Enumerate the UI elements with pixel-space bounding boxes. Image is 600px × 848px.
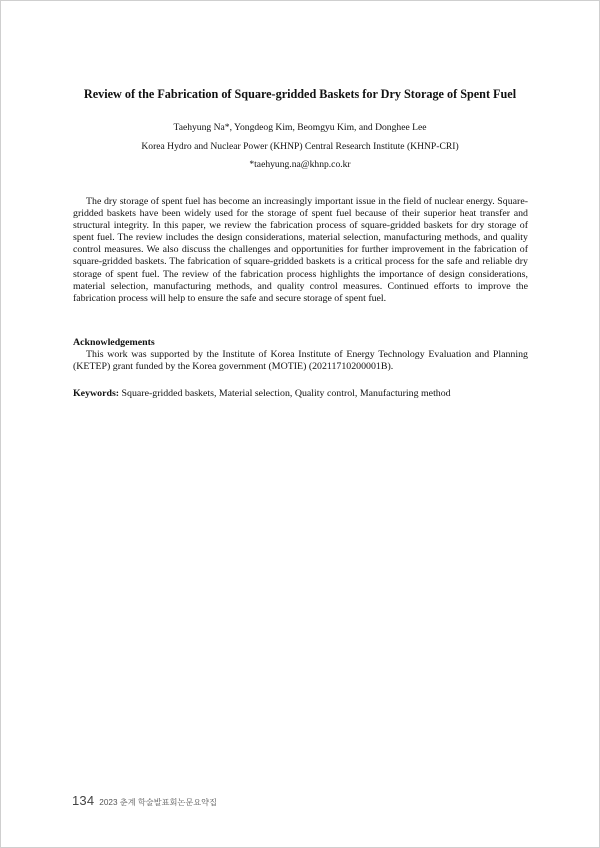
affiliation: Korea Hydro and Nuclear Power (KHNP) Central Research Institute (KHNP-CRI) bbox=[141, 141, 459, 152]
acknowledgements-body: This work was supported by the Institute of Korea Institute of Energy Technology Evaluation and Planning (KETEP) grant funded by the Korea government (MOTIE) (20211710200001B). bbox=[73, 349, 528, 373]
keywords-text: Square-gridded baskets, Material selection, Quality control, Manufacturing method bbox=[121, 388, 451, 399]
page-number: 134 bbox=[72, 793, 95, 808]
keywords-line bbox=[73, 388, 528, 400]
corresponding-email[interactable]: *taehyung.na@khnp.co.kr bbox=[249, 159, 351, 170]
acknowledgements-heading: Acknowledgements bbox=[73, 337, 155, 348]
abstract-paragraph: The dry storage of spent fuel has become an increasingly important issue in the field of nuclear energy. Square-gridded baskets have been widely used for the storage of spent fuel because of their superior heat transfer and structural integrity. In this paper, we review the fabrication process of square-gridded baskets for dry storage of spent fuel. The review includes the design considerations, material selection, manufacturing methods, and quality control measures. We also discuss the challenges and opportunities for further improvement in the fabrication of square-gridded baskets. The fabrication of square-gridded baskets is a critical process for the safe and reliable dry storage of spent fuel. The review of the fabrication process highlights the importance of design considerations, material selection, manufacturing methods, and quality control measures. Continued efforts to improve the fabrication process will help to ensure the safe and secure storage of spent fuel. bbox=[73, 196, 528, 304]
paper-title: Review of the Fabrication of Square-gridded Baskets for Dry Storage of Spent Fuel bbox=[83, 87, 517, 101]
keywords-label: Keywords: bbox=[73, 388, 120, 399]
page-footer bbox=[72, 792, 217, 810]
proceedings-title: 2023 춘계 학술발표회논문요약집 bbox=[99, 798, 217, 807]
author-list: Taehyung Na*, Yongdeog Kim, Beomgyu Kim, and Donghee Lee bbox=[173, 122, 427, 133]
